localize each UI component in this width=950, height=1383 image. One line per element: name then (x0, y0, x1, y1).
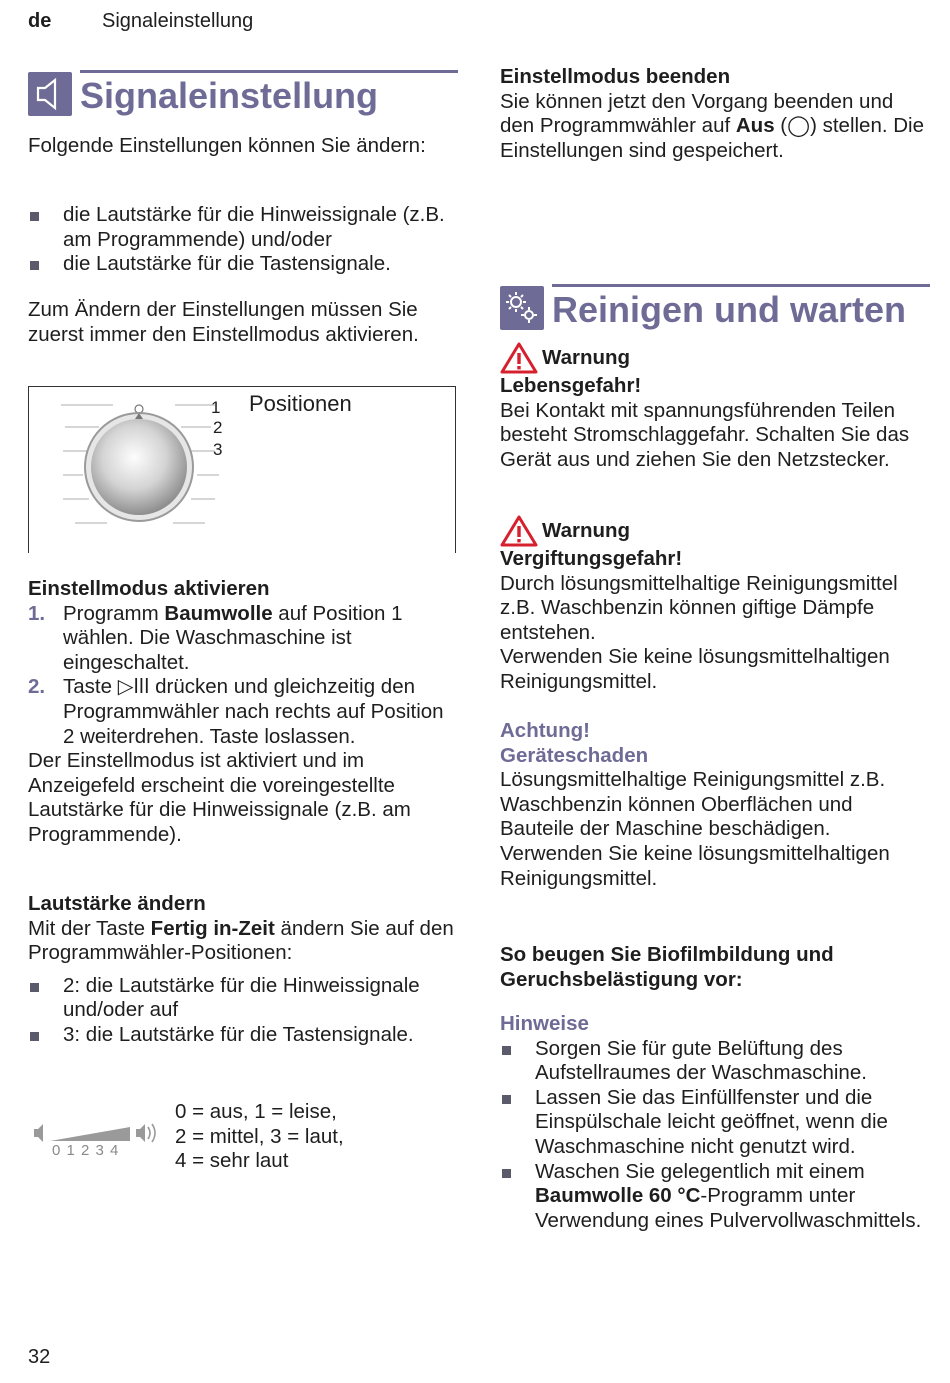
activate-result: Der Einstellmodus ist aktiviert und im Anzeigefeld erscheint die voreingestellte Lautstärke für die Hinweissignale (z.B. am Programmende). (28, 749, 411, 846)
list-item: Sorgen Sie für gute Belüftung des Aufstellraumes der Waschmaschine. (500, 1037, 930, 1086)
biofilm-heading: So beugen Sie Biofilmbildung und Geruchsbelästigung vor: (500, 943, 834, 991)
list-item: Lassen Sie das Einfüllfenster und die Einspülschale leicht geöffnet, wenn die Waschmaschine nicht genutzt wird. (500, 1086, 930, 1160)
list-item: die Lautstärke für die Hinweissignale (z.B. am Programmende) und/oder (28, 203, 458, 252)
volume-text-part: ändern Sie auf den Programmwähler-Positionen: (28, 916, 454, 965)
warning-poison (500, 515, 930, 695)
activate-steps (28, 602, 458, 750)
warning-title: Vergiftungsgefahr! (500, 547, 683, 570)
speaker-quiet-icon (34, 1124, 43, 1142)
program-name: Baumwolle (164, 601, 273, 625)
caution-title: Geräteschaden (500, 743, 649, 767)
exit-text-part: Sie können jetzt den Vorgang beenden und den Programmwähler auf (500, 89, 894, 138)
list-item: 2: die Lautstärke für die Hinweissignale und/oder auf (28, 974, 458, 1023)
exit-text-part: (◯) stellen. Die Einstellungen sind gespeichert. (500, 114, 925, 162)
exit-text (500, 90, 925, 164)
legend-line: 0 = aus, 1 = leise, (175, 1100, 337, 1123)
caution-label: Achtung! (500, 719, 590, 742)
section-rule (80, 70, 458, 73)
step-1 (28, 602, 458, 676)
warning-label-row (500, 515, 930, 547)
legend-line: 2 = mittel, 3 = laut, (175, 1124, 344, 1148)
section-rule (552, 284, 930, 287)
exit-block (500, 65, 925, 163)
language-code: de (28, 10, 52, 32)
caution-text: Lösungsmittelhaltige Reinigungsmittel z.B. Waschbenzin können Oberflächen und Bauteile der Maschine beschädigen. (500, 768, 886, 841)
warning-triangle-icon (500, 515, 538, 547)
settings-list (28, 203, 458, 277)
warning-electric (500, 342, 930, 472)
caution-damage (500, 719, 930, 891)
warning-text: Verwenden Sie keine lösungsmittelhaltigen Reinigungsmittel. (500, 645, 890, 693)
volume-block (28, 892, 458, 1048)
list-item: die Lautstärke für die Tastensignale. (28, 252, 458, 277)
step-text: Taste (63, 675, 118, 699)
speaker-icon (28, 72, 72, 116)
caution-text: Verwenden Sie keine lösungsmittelhaltigen Reinigungsmittel. (500, 841, 890, 890)
position-1-label: 1 (211, 398, 221, 417)
running-header: Signaleinstellung (102, 10, 254, 32)
activate-block (28, 577, 458, 848)
volume-heading: Lautstärke ändern (28, 892, 206, 915)
step-text: Programm (63, 601, 165, 625)
volume-legend (175, 1100, 435, 1174)
list-item: 3: die Lautstärke für die Tastensignale. (28, 1023, 458, 1048)
dial-figure (28, 386, 456, 553)
list-item (500, 1160, 930, 1234)
step-text: auf Position 1 wählen. Die Waschmaschine ist eingeschaltet. (63, 601, 403, 674)
section-title: Reinigen und warten (552, 289, 907, 330)
warning-text: Bei Kontakt mit spannungsführenden Teilen besteht Stromschlaggefahr. Schalten Sie das Gerät aus und ziehen Sie den Netzstecker. (500, 398, 910, 471)
hint-text: Waschen Sie gelegentlich mit einem (535, 1159, 865, 1183)
step-text: drücken und gleichzeitig den Programmwähler nach rechts auf Position 2 weiterdrehen. Taste loslassen. (63, 675, 444, 748)
speaker-loud-icon (136, 1124, 145, 1142)
warning-label: Warnung (542, 345, 631, 369)
position-3-label: 3 (213, 440, 223, 459)
warning-triangle-icon (500, 342, 538, 374)
program-name: Baumwolle 60 °C (535, 1184, 701, 1208)
gears-icon (500, 286, 544, 330)
scale-digits: 0 1 2 3 4 (52, 1142, 120, 1159)
warning-label: Warnung (542, 518, 631, 542)
step-number: 1. (28, 601, 46, 625)
hints-list (500, 1037, 930, 1234)
hints-label: Hinweise (500, 1012, 589, 1035)
positions-caption: Positionen (249, 391, 352, 416)
off-position: Aus (735, 114, 775, 138)
warning-label-row (500, 342, 930, 374)
intro-text: Folgende Einstellungen können Sie ändern: (28, 134, 426, 157)
position-2-label: 2 (213, 418, 223, 437)
section-heading-signal (28, 70, 458, 120)
section-heading-cleaning (500, 284, 930, 334)
activate-heading: Einstellmodus aktivieren (28, 577, 270, 600)
exit-heading: Einstellmodus beenden (500, 65, 731, 88)
page-number: 32 (28, 1346, 51, 1368)
start-pause-icon: ▷ǀǀǀ (117, 675, 150, 699)
hints-block (500, 1012, 930, 1233)
legend-line: 4 = sehr laut (175, 1149, 289, 1173)
button-name: Fertig in-Zeit (150, 916, 275, 940)
hint-text: -Programm unter Verwendung eines Pulvervollwaschmittels. (535, 1184, 922, 1232)
volume-text (28, 917, 458, 966)
warning-text: Durch lösungsmittelhaltige Reinigungsmittel z.B. Waschbenzin können giftige Dämpfe entstehen. (500, 571, 898, 644)
program-selector-knob (55, 395, 225, 545)
volume-wedge (50, 1127, 130, 1141)
activation-note: Zum Ändern der Einstellungen müssen Sie zuerst immer den Einstellmodus aktivieren. (28, 298, 419, 346)
warning-title: Lebensgefahr! (500, 374, 642, 397)
volume-scale (30, 1118, 160, 1166)
volume-text-part: Mit der Taste (28, 916, 151, 940)
volume-options (28, 974, 458, 1048)
step-number: 2. (28, 675, 46, 699)
section-title: Signaleinstellung (80, 75, 379, 116)
step-2 (28, 675, 458, 749)
